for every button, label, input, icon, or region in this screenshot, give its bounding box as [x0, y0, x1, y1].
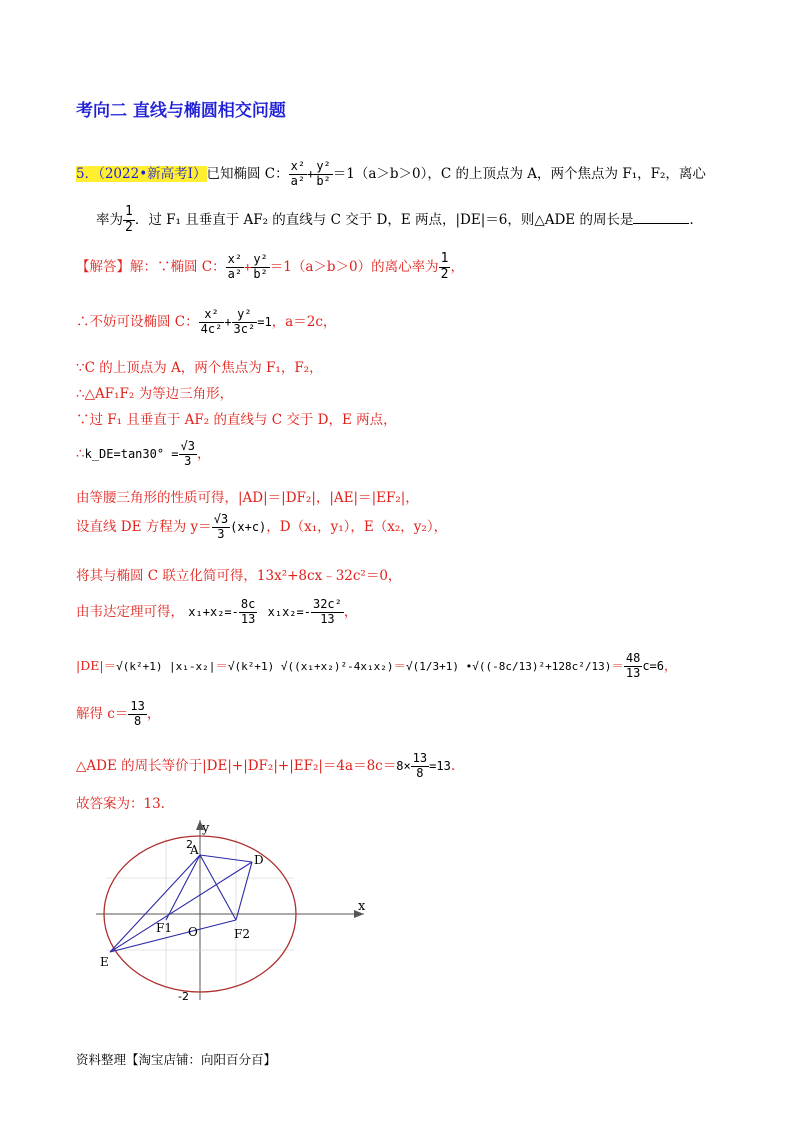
label-D: D	[254, 853, 264, 867]
ellipse-figure	[96, 818, 386, 1010]
solution-line-9: 将其与椭圆 C 联立化简可得，13x²+8cx﹣32c²＝0，	[76, 568, 402, 584]
fraction-x2-a2: $\frac{\text{x²}}{\text{a²}}$	[290, 159, 306, 188]
solution-line-5: ∵过 F₁ 且垂直于 AF₂ 的直线与 C 交于 D，E 两点，	[76, 412, 397, 428]
eccentricity-fraction: $\frac{1}{2}$	[125, 204, 133, 235]
solution-final-answer: 故答案为：13.	[76, 796, 165, 812]
label-F2: F2	[234, 927, 250, 941]
label-E: E	[100, 955, 109, 969]
problem-source: 5．（2022•新高考Ⅰ）	[76, 165, 207, 182]
segment-AF1	[166, 855, 200, 920]
solution-line-4: ∴△AF₁F₂ 为等边三角形，	[76, 386, 234, 402]
problem-line-1: 5．（2022•新高考Ⅰ）已知椭圆 C： $\frac{\text{x²}}{\text{a²}}$ + $\frac{\text{y²}}{\text{b²}}$ ＝1（a＞b＞0），C 的上顶点为 A，两个焦点为 F₁，F₂，离心	[76, 159, 706, 188]
segment-AF2	[200, 855, 236, 920]
fraction-y2-b2: $\frac{\text{y²}}{\text{b²}}$	[316, 159, 331, 188]
solution-line-1: 【解答】解：∵椭圆 C： $\frac{\text{x²}}{\text{a²}}$ + $\frac{\text{y²}}{\text{b²}}$ ＝1（a＞b＞0）的离心率为 $\frac{1}{2}$ ，	[76, 251, 464, 282]
segment-EF2	[110, 920, 236, 952]
label-x: x	[358, 899, 366, 914]
solution-line-13: △ADE 的周长等价于|DE|+|DF₂|+|EF₂|＝4a＝8c＝8× $\frac{13}{8}$ =13.	[76, 751, 456, 780]
section-title: 考向二 直线与椭圆相交问题	[76, 101, 286, 121]
solution-line-11: |DE|＝√(k²+1) |x₁-x₂|＝√(k²+1) √((x₁+x₂)²-4x₁x₂)＝√(1/3+1) •√((-8c/13)²+128c²/13)＝ $\frac{48}{13}$ c=6，	[76, 651, 677, 680]
segment-AD	[200, 855, 252, 862]
solution-line-3: ∵C 的上顶点为 A，两个焦点为 F₁，F₂，	[76, 360, 323, 376]
label-O: O	[188, 925, 198, 939]
solution-line-7: 由等腰三角形的性质可得，|AD|＝|DF₂|，|AE|＝|EF₂|，	[76, 490, 419, 506]
label-y: y	[202, 821, 210, 836]
label-F1: F1	[156, 921, 172, 935]
tick-2: 2	[186, 838, 193, 851]
solution-line-2: ∴不妨可设椭圆 C： $\frac{\text{x²}}{\text{4c²}}$ + $\frac{\text{y²}}{\text{3c²}}$ =1，a＝2c，	[76, 307, 337, 336]
tick-neg2: -2	[178, 990, 189, 1003]
footer-note: 资料整理【淘宝店铺：向阳百分百】	[76, 1052, 277, 1067]
solution-line-12: 解得 c＝ $\frac{13}{8}$ ，	[76, 699, 161, 728]
solution-line-8: 设直线 DE 方程为 y＝ $\frac{√3}{3}$ (x+c)，D（x₁，y₁），E（x₂，y₂），	[76, 512, 448, 541]
solution-line-10: 由韦达定理可得， x₁+x₂=- $\frac{8c}{13}$ x₁x₂=- $\frac{\text{32c²}}{13}$ ，	[76, 597, 358, 626]
answer-blank	[633, 211, 689, 224]
problem-line-2: 率为 $\frac{1}{2}$ ．过 F₁ 且垂直于 AF₂ 的直线与 C 交于 D，E 两点，|DE|＝6，则△ADE 的周长是 ．	[96, 204, 703, 235]
problem-text: ＝1（a＞b＞0），C 的上顶点为 A，两个焦点为 F₁，F₂，离心	[332, 165, 706, 182]
problem-text: 已知椭圆 C：	[206, 165, 289, 182]
label-A: A	[190, 843, 199, 857]
solution-line-6: ∴k_DE=tan30° = $\frac{√3}{3}$ ，	[76, 439, 211, 468]
